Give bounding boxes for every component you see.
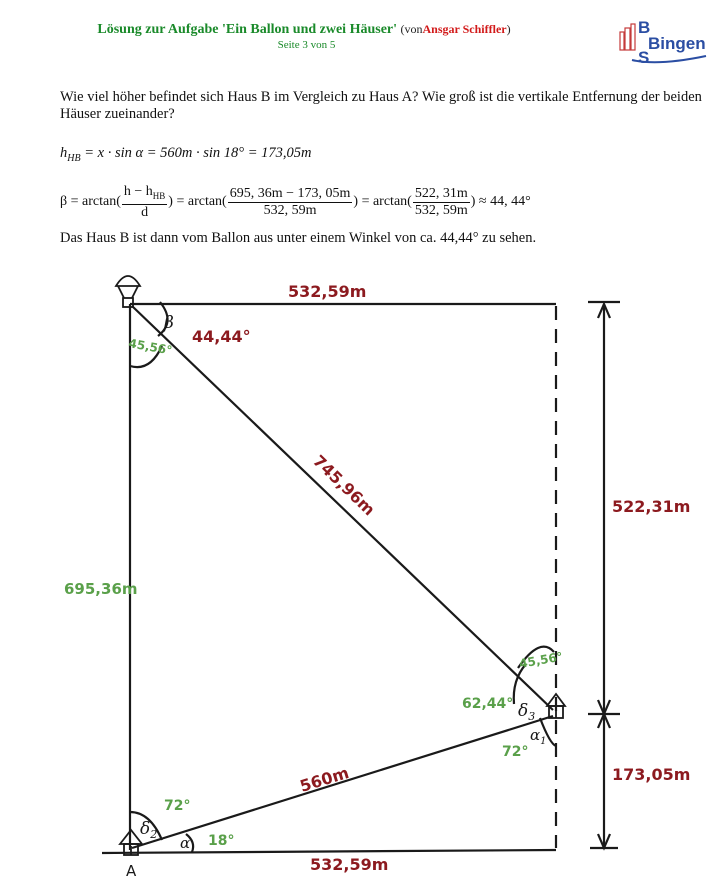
balloon-icon (116, 276, 140, 307)
formula2-eq2: ) = arctan( (353, 194, 412, 210)
von-close: ) (506, 22, 511, 36)
label-beta-value: 44,44° (192, 327, 251, 346)
formula2-lhs: β = arctan( (60, 194, 121, 210)
frac1-den: d (141, 204, 149, 220)
frac3-den: 532, 59m (414, 202, 468, 218)
conclusion-text: Das Haus B ist dann vom Ballon aus unter einem Winkel von ca. 44,44° zu sehen. (60, 230, 537, 246)
hyp-ballon-line (132, 306, 553, 710)
frac1-num-sub: HB (152, 190, 166, 201)
formula1-h-sub: HB (67, 152, 81, 164)
label-left-height: 695,36m (64, 580, 138, 598)
formula1-expr: = x · sin α = 560m · sin 18° = 173,05m (80, 145, 312, 161)
label-right-upper: 522,31m (612, 497, 691, 516)
label-beta: β (164, 313, 174, 333)
label-alpha: α (180, 834, 191, 852)
label-top-width: 532,59m (288, 282, 367, 301)
logo-text: Bingen (648, 34, 706, 53)
formula2-result: ) ≈ 44, 44° (470, 194, 531, 210)
label-delta3: $\delta_3$ (518, 701, 536, 723)
label-hyp-ballon: 745,96m (309, 451, 379, 520)
frac3-num: 522, 31m (414, 185, 468, 201)
label-bottom-width: 532,59m (310, 855, 389, 874)
logo-s: S (638, 48, 650, 67)
frac2-num: 695, 36m − 173, 05m (229, 185, 351, 201)
question-text: Wie viel höher befindet sich Haus B im Vergleich zu Haus A? Wie groß ist die vertikale Entfernung der beiden Häuser zueinander? (60, 89, 702, 122)
label-delta2: $\delta_2$ (140, 819, 158, 841)
von-text: (von (400, 22, 423, 36)
label-houseb-bottom: 72° (502, 744, 529, 760)
label-right-lower: 173,05m (612, 765, 691, 784)
label-ballon-angle: 45,56° (127, 336, 174, 358)
label-housea-top: 72° (164, 798, 191, 814)
label-houseb-top: 45,56° (518, 649, 564, 671)
author-name: Ansgar Schiffler (422, 22, 507, 36)
title-text: Lösung zur Aufgabe 'Ein Ballon und zwei Häuser' (97, 22, 398, 37)
formula1-h: h (60, 145, 68, 161)
frac2-den: 532, 59m (263, 202, 317, 218)
frac1-num: h − h (123, 184, 153, 199)
label-alpha-value: 18° (208, 833, 235, 849)
page-number: Seite 3 von 5 (277, 39, 336, 51)
label-houseb-left: 62,44° (462, 696, 514, 712)
logo-b1: B (638, 18, 651, 37)
formula2-eq1: ) = arctan( (168, 194, 227, 210)
label-hyp-bottom: 560m (297, 763, 352, 796)
label-house-a: A (126, 862, 137, 880)
ground-line (102, 850, 556, 853)
label-alpha1: $\alpha_1$ (530, 726, 547, 747)
